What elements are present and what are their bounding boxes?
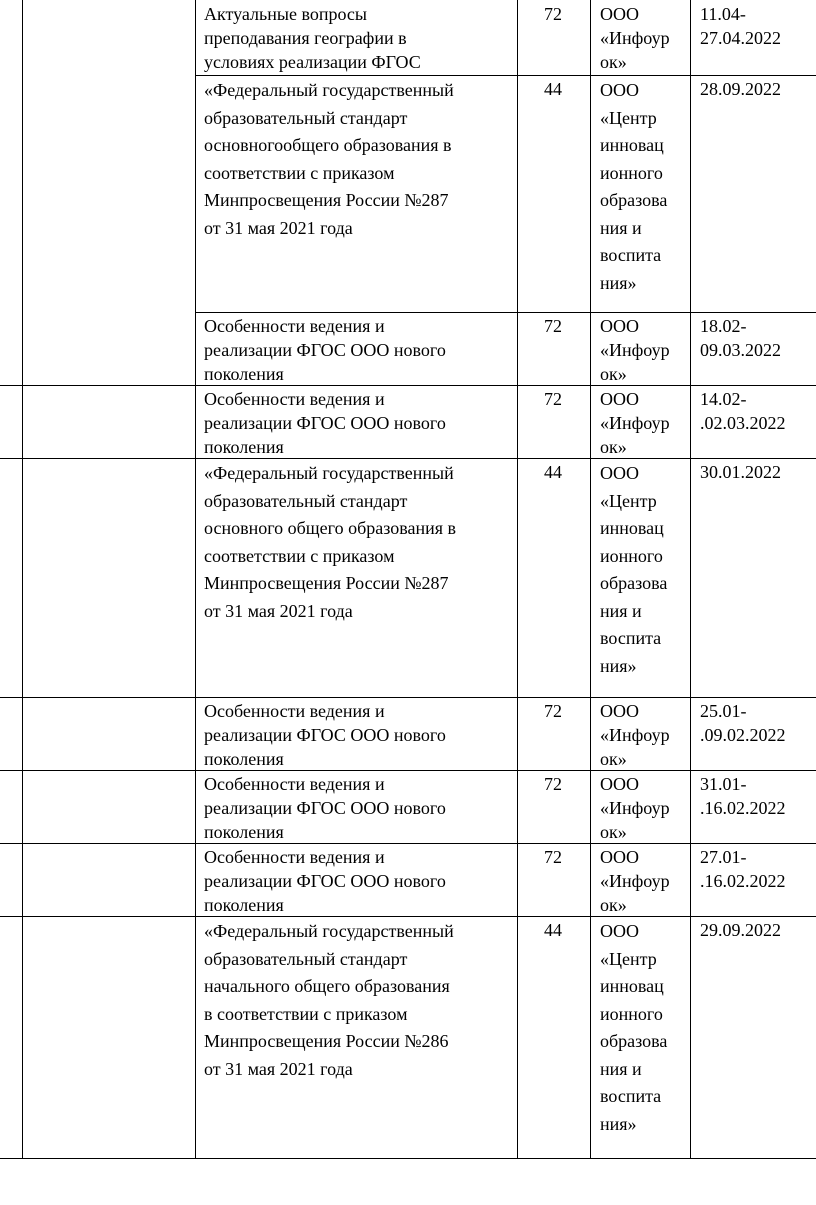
row-divider xyxy=(0,1158,816,1159)
course-provider-line: ок» xyxy=(600,822,627,842)
course-provider xyxy=(600,460,688,680)
course-title xyxy=(204,387,514,459)
column-divider xyxy=(22,0,23,1158)
column-divider xyxy=(195,0,196,1158)
row-divider xyxy=(195,75,816,76)
course-hours: 72 xyxy=(544,4,562,24)
course-provider-line: ок» xyxy=(600,895,627,915)
course-provider-line: образова xyxy=(600,190,668,210)
course-provider-line: ния» xyxy=(600,1113,637,1134)
course-hours: 72 xyxy=(544,316,562,336)
course-title-line: реализации ФГОС ООО нового xyxy=(204,413,446,433)
course-title-line: основного общего образования в xyxy=(204,518,457,538)
course-title xyxy=(204,699,514,771)
course-provider-line: инновац xyxy=(600,518,664,538)
course-dates xyxy=(700,772,814,820)
course-title-line: Особенности ведения и xyxy=(204,847,385,867)
course-title-line: Минпросвещения России №286 xyxy=(204,1031,449,1051)
column-divider xyxy=(690,0,691,1158)
course-dates xyxy=(700,2,814,50)
row-divider xyxy=(0,697,816,698)
course-provider-line: «Инфоур xyxy=(600,725,670,745)
course-dates-line: 31.01- xyxy=(700,774,747,794)
course-title-line: Особенности ведения и xyxy=(204,774,385,794)
course-provider-line: «Центр xyxy=(600,490,657,511)
course-provider-line: «Инфоур xyxy=(600,413,670,433)
course-provider-line: «Центр xyxy=(600,107,657,128)
course-dates-line: .09.02.2022 xyxy=(700,725,786,745)
course-title xyxy=(204,314,514,386)
course-provider-line: ООО xyxy=(600,847,639,867)
course-hours: 72 xyxy=(544,389,562,409)
course-provider-line: «Инфоур xyxy=(600,798,670,818)
course-title-line: Минпросвещения России №287 xyxy=(204,573,449,593)
course-provider xyxy=(600,845,688,917)
course-title-line: начального общего образования xyxy=(204,976,450,996)
course-provider-line: ния и xyxy=(600,600,642,621)
course-title-line: реализации ФГОС ООО нового xyxy=(204,340,446,360)
course-title-line: Особенности ведения и xyxy=(204,389,385,409)
course-hours: 72 xyxy=(544,847,562,867)
course-provider xyxy=(600,314,688,386)
course-title-line: поколения xyxy=(204,749,284,769)
course-provider-line: ООО xyxy=(600,316,639,336)
course-title xyxy=(204,772,514,844)
course-title-line: поколения xyxy=(204,822,284,842)
course-provider-line: образова xyxy=(600,1031,668,1051)
course-provider-line: воспита xyxy=(600,245,662,265)
course-provider-line: «Инфоур xyxy=(600,28,670,48)
course-title-line: реализации ФГОС ООО нового xyxy=(204,871,446,891)
course-title-line: «Федеральный государственный xyxy=(204,921,454,941)
column-divider xyxy=(517,0,518,1158)
course-provider xyxy=(600,699,688,771)
course-provider-line: ООО xyxy=(600,4,639,24)
course-provider-line: «Инфоур xyxy=(600,871,670,891)
course-dates-line: 29.09.2022 xyxy=(700,920,781,940)
course-title-line: реализации ФГОС ООО нового xyxy=(204,725,446,745)
row-divider xyxy=(195,312,816,313)
course-dates-line: .16.02.2022 xyxy=(700,871,786,891)
course-dates xyxy=(700,314,814,362)
course-title-line: образовательный стандарт xyxy=(204,107,408,128)
course-title-line: Минпросвещения России №287 xyxy=(204,190,449,210)
course-provider-line: инновац xyxy=(600,976,664,996)
course-provider xyxy=(600,77,688,297)
course-title-line: преподавания географии в xyxy=(204,28,407,48)
course-dates-line: 11.04- xyxy=(700,4,746,24)
course-provider-line: «Инфоур xyxy=(600,340,670,360)
course-dates xyxy=(700,918,814,942)
course-provider xyxy=(600,2,688,74)
course-title xyxy=(204,460,514,625)
course-dates-line: 25.01- xyxy=(700,701,747,721)
course-dates-line: 28.09.2022 xyxy=(700,79,781,99)
course-title xyxy=(204,918,514,1083)
course-title xyxy=(204,77,514,242)
course-hours: 72 xyxy=(544,774,562,794)
course-title-line: поколения xyxy=(204,437,284,457)
course-provider-line: ООО xyxy=(600,774,639,794)
course-provider-line: ок» xyxy=(600,52,627,72)
course-title-line: поколения xyxy=(204,895,284,915)
course-provider-line: ионного xyxy=(600,162,663,183)
course-provider-line: воспита xyxy=(600,628,662,648)
course-dates xyxy=(700,77,814,101)
course-dates-line: 27.01- xyxy=(700,847,747,867)
course-dates-line: 09.03.2022 xyxy=(700,340,781,360)
course-provider-line: ООО xyxy=(600,80,639,100)
course-title-line: поколения xyxy=(204,364,284,384)
course-title xyxy=(204,845,514,917)
course-title-line: Особенности ведения и xyxy=(204,316,385,336)
course-dates-line: .16.02.2022 xyxy=(700,798,786,818)
course-provider-line: инновац xyxy=(600,135,664,155)
course-title-line: в соответствии с приказом xyxy=(204,1003,408,1024)
course-provider xyxy=(600,387,688,459)
course-title-line: соответствии с приказом xyxy=(204,162,395,183)
course-provider xyxy=(600,918,688,1138)
course-provider-line: ния и xyxy=(600,1058,642,1079)
column-divider xyxy=(590,0,591,1158)
course-provider-line: ООО xyxy=(600,389,639,409)
course-provider-line: ния» xyxy=(600,272,637,293)
course-hours: 44 xyxy=(544,462,562,482)
course-provider-line: ния» xyxy=(600,655,637,676)
course-title-line: «Федеральный государственный xyxy=(204,463,454,483)
course-title-line: от 31 мая 2021 года xyxy=(204,217,353,238)
course-title-line: от 31 мая 2021 года xyxy=(204,1058,353,1079)
course-title-line: «Федеральный государственный xyxy=(204,80,454,100)
course-provider-line: ок» xyxy=(600,749,627,769)
course-title-line: от 31 мая 2021 года xyxy=(204,600,353,621)
course-dates-line: 18.02- xyxy=(700,316,747,336)
course-title xyxy=(204,2,514,74)
course-hours: 44 xyxy=(544,79,562,99)
course-dates xyxy=(700,387,814,435)
course-title-line: Актуальные вопросы xyxy=(204,4,367,24)
course-provider-line: «Центр xyxy=(600,948,657,969)
course-title-line: образовательный стандарт xyxy=(204,948,408,969)
course-title-line: Особенности ведения и xyxy=(204,701,385,721)
course-provider-line: ок» xyxy=(600,364,627,384)
course-dates-line: .02.03.2022 xyxy=(700,413,786,433)
course-title-line: соответствии с приказом xyxy=(204,545,395,566)
course-provider-line: ООО xyxy=(600,921,639,941)
course-title-line: условиях реализации ФГОС xyxy=(204,52,421,72)
course-provider-line: ионного xyxy=(600,545,663,566)
course-dates xyxy=(700,699,814,747)
course-dates xyxy=(700,460,814,484)
course-hours: 44 xyxy=(544,920,562,940)
course-dates-line: 30.01.2022 xyxy=(700,462,781,482)
course-provider-line: ния и xyxy=(600,217,642,238)
course-title-line: основногообщего образования в xyxy=(204,135,452,155)
course-dates-line: 14.02- xyxy=(700,389,747,409)
course-provider-line: ок» xyxy=(600,437,627,457)
course-provider-line: ООО xyxy=(600,701,639,721)
course-title-line: реализации ФГОС ООО нового xyxy=(204,798,446,818)
course-provider xyxy=(600,772,688,844)
course-dates xyxy=(700,845,814,893)
course-provider-line: ООО xyxy=(600,463,639,483)
course-dates-line: 27.04.2022 xyxy=(700,28,781,48)
course-hours: 72 xyxy=(544,701,562,721)
course-provider-line: ионного xyxy=(600,1003,663,1024)
course-provider-line: образова xyxy=(600,573,668,593)
course-provider-line: воспита xyxy=(600,1086,662,1106)
course-title-line: образовательный стандарт xyxy=(204,490,408,511)
